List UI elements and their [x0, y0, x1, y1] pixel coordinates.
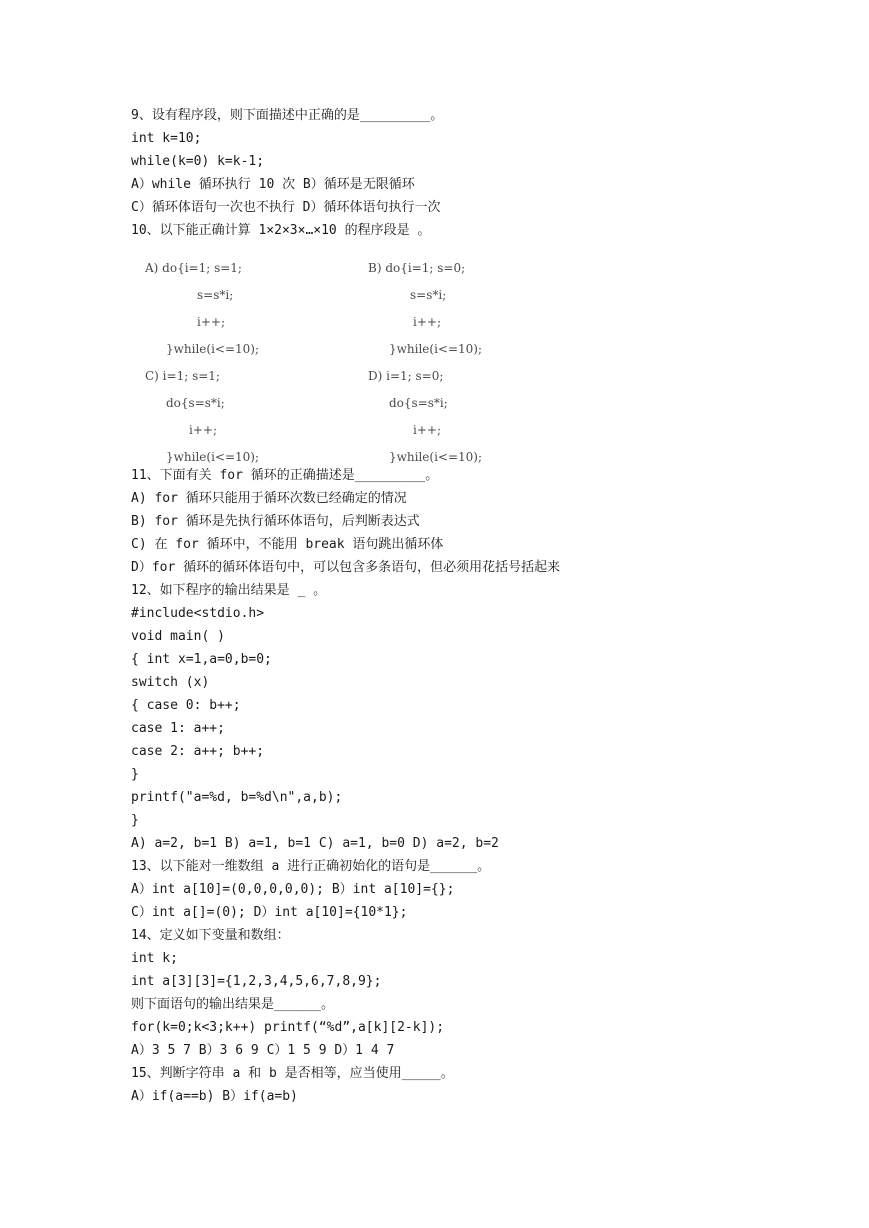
text-line: switch (x) — [131, 675, 210, 690]
q10-option-a-line-1: A) do{i=1; s=1; — [145, 261, 242, 275]
text-line: 12、如下程序的输出结果是 _ 。 — [131, 583, 327, 598]
q10-option-a-line-4: }while(i<=10); — [166, 342, 260, 356]
q10-option-c-line-4: }while(i<=10); — [166, 450, 260, 464]
q10-option-a-line-3: i++; — [197, 315, 225, 329]
text-line: printf("a=%d, b=%d\n",a,b); — [131, 790, 343, 805]
q10-option-c-line-1: C) i=1; s=1; — [145, 369, 220, 383]
text-line: while(k=0) k=k-1; — [131, 154, 265, 169]
text-line: C）循环体语句一次也不执行 D）循环体语句执行一次 — [131, 200, 441, 215]
text-line: A）3 5 7 B）3 6 9 C）1 5 9 D）1 4 7 — [131, 1043, 395, 1058]
exam-page — [131, 104, 851, 1108]
text-line: 14、定义如下变量和数组： — [131, 928, 290, 943]
q10-option-b-line-2: s=s*i; — [410, 288, 447, 302]
text-line: C）int a[]=(0); D）int a[10]={10*1}; — [131, 905, 408, 920]
text-line: A）while 循环执行 10 次 B）循环是无限循环 — [131, 177, 415, 192]
text-line: A) a=2, b=1 B) a=1, b=1 C) a=1, b=0 D) a=2, b=2 — [131, 836, 499, 851]
text-line: 则下面语句的输出结果是______。 — [131, 997, 334, 1012]
q10-option-d-line-1: D) i=1; s=0; — [368, 369, 444, 383]
text-line: 9、设有程序段，则下面描述中正确的是_________。 — [131, 108, 444, 123]
text-line: A) for 循环只能用于循环次数已经确定的情况 — [131, 491, 407, 506]
text-line: } — [131, 813, 139, 828]
text-line: case 1: a++; — [131, 721, 225, 736]
text-line: B) for 循环是先执行循环体语句，后判断表达式 — [131, 514, 420, 529]
text-line: for(k=0;k<3;k++) printf(“%d”,a[k][2-k]); — [131, 1020, 445, 1035]
text-line: } — [131, 767, 139, 782]
questions-11-15 — [131, 464, 851, 1108]
text-line: { case 0: b++; — [131, 698, 241, 713]
text-line: C) 在 for 循环中，不能用 break 语句跳出循环体 — [131, 537, 444, 552]
q10-option-b-line-4: }while(i<=10); — [389, 342, 483, 356]
text-line: 11、下面有关 for 循环的正确描述是_________。 — [131, 468, 439, 483]
text-line: #include<stdio.h> — [131, 606, 265, 621]
text-line: void main( ) — [131, 629, 225, 644]
q10-option-b-line-3: i++; — [413, 315, 441, 329]
text-line: 13、以下能对一维数组 a 进行正确初始化的语句是______。 — [131, 859, 491, 874]
text-line: int k=10; — [131, 131, 202, 146]
q10-option-d-line-3: i++; — [413, 423, 441, 437]
text-line: D）for 循环的循环体语句中，可以包含多条语句，但必须用花括号括起来 — [131, 560, 561, 575]
q10-option-a-line-2: s=s*i; — [197, 288, 234, 302]
q10-options-figure — [131, 242, 851, 464]
text-line: int a[3][3]={1,2,3,4,5,6,7,8,9}; — [131, 974, 382, 989]
text-line: case 2: a++; b++; — [131, 744, 265, 759]
text-line: { int x=1,a=0,b=0; — [131, 652, 272, 667]
q10-option-c-line-3: i++; — [189, 423, 217, 437]
q10-option-d-line-2: do{s=s*i; — [389, 396, 448, 410]
text-line: A）int a[10]=(0,0,0,0,0); B）int a[10]={}; — [131, 882, 455, 897]
text-line: int k; — [131, 951, 178, 966]
text-line: 15、判断字符串 a 和 b 是否相等，应当使用_____。 — [131, 1066, 454, 1081]
text-line: A）if(a==b) B）if(a=b) — [131, 1089, 298, 1104]
text-line: 10、以下能正确计算 1×2×3×…×10 的程序段是 。 — [131, 223, 431, 238]
questions-9-10 — [131, 104, 851, 242]
q10-option-d-line-4: }while(i<=10); — [389, 450, 483, 464]
q10-option-c-line-2: do{s=s*i; — [166, 396, 225, 410]
q10-option-b-line-1: B) do{i=1; s=0; — [368, 261, 466, 275]
